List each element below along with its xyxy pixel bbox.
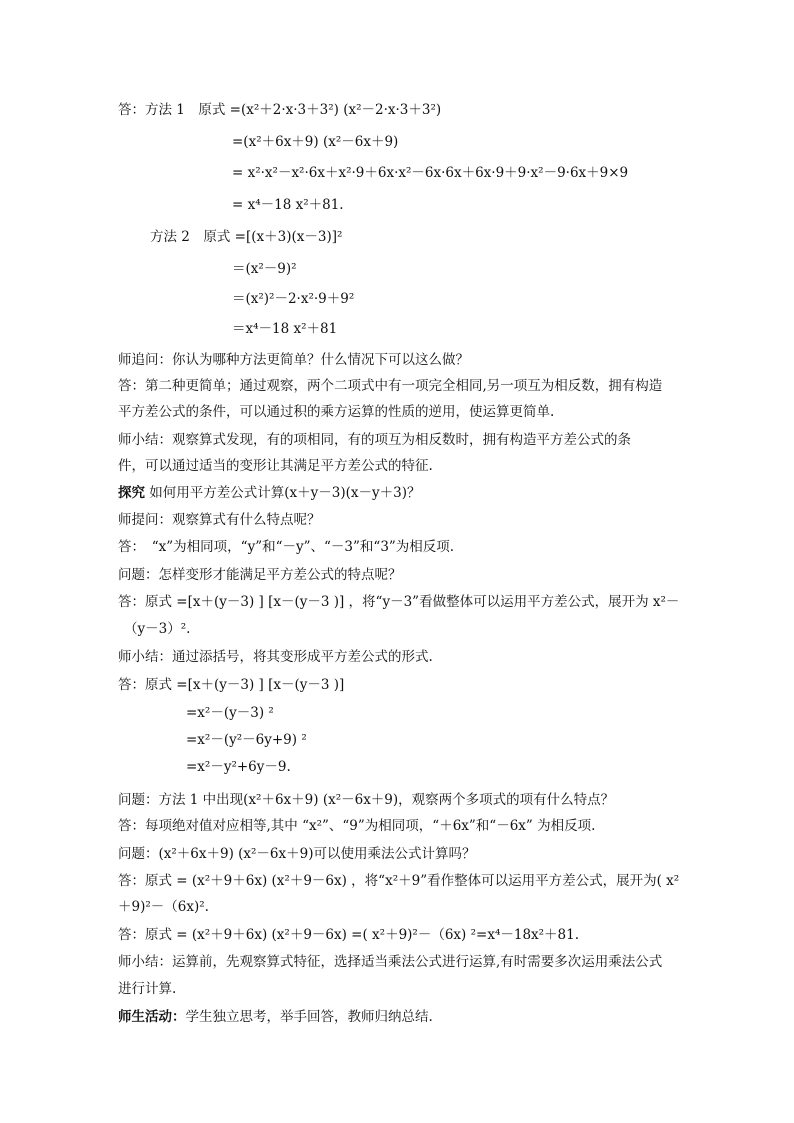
teacher-followup-question: 师追问：你认为哪种方法更简单？什么情况下可以这么做？ bbox=[118, 352, 469, 368]
method1-step-1: =(x²＋6x＋9) (x²－6x＋9) bbox=[232, 134, 399, 150]
method2-heading: 方法 2 原式 =[(x＋3)(x－3)]² bbox=[150, 229, 343, 245]
method1-step-3: = x⁴－18 x²＋81. bbox=[232, 197, 344, 213]
calc-heading: 答：原式 =[x＋(y－3) ] [x－(y－3 )] bbox=[118, 677, 345, 693]
question-formula: 问题：(x²＋6x＋9) (x²－6x＋9)可以使用乘法公式计算吗？ bbox=[118, 846, 476, 862]
answer-terms: 答：每项绝对值对应相等,其中 “x²”、“9”为相同项，“＋6x”和“－6x” 为相反项. bbox=[118, 818, 596, 834]
method1-heading: 答：方法 1 原式 =(x²＋2·x·3＋3²) (x²－2·x·3＋3²) bbox=[118, 102, 442, 118]
answer-line-1: 答：第二种更简单；通过观察，两个二项式中有一项完全相同,另一项互为相反数，拥有构造 bbox=[118, 378, 663, 394]
method2-step-3: ＝x⁴－18 x²＋81 bbox=[232, 321, 338, 337]
calc-step-3: =x²－y²+6y－9. bbox=[186, 759, 291, 775]
summary-bracketing: 师小结：通过添括号，将其变形成平方差公式的形式. bbox=[118, 649, 433, 665]
summary-1-line-2: 件，可以通过适当的变形让其满足平方差公式的特征. bbox=[118, 458, 433, 474]
question-transform: 问题：怎样变形才能满足平方差公式的特点呢？ bbox=[118, 567, 402, 583]
summary-1-line-1: 师小结：观察算式发现，有的项相同，有的项互为相反数时，拥有构造平方差公式的条 bbox=[118, 432, 631, 448]
answer-features: 答： “x”为相同项，“y”和“－y”、“－3”和“3”为相反项. bbox=[118, 539, 455, 555]
method2-step-2: ＝(x²)²－2·x²·9＋9² bbox=[232, 291, 355, 307]
explore-heading bbox=[118, 484, 421, 502]
activity-line bbox=[118, 1008, 433, 1026]
method1-step-2: = x²·x²－x²·6x＋x²·9＋6x·x²－6x·6x＋6x·9＋9·x²－9·6x＋9×9 bbox=[232, 165, 629, 181]
teacher-question: 师提问：观察算式有什么特点呢？ bbox=[118, 512, 321, 528]
activity-label: 师生活动： bbox=[118, 1009, 186, 1025]
answer-transform-line-1: 答：原式 =[x＋(y－3) ] [x－(y－3 )] ，将“y－3”看做整体可以运用平方差公式，展开为 x²－ bbox=[118, 594, 680, 610]
answer-full-calc: 答：原式 = (x²＋9＋6x) (x²＋9－6x) =( x²＋9)²－（6x) ²=x⁴－18x²＋81. bbox=[118, 927, 580, 943]
activity-text: 学生独立思考，举手回答，教师归纳总结. bbox=[185, 1009, 433, 1025]
answer-formula-line-2: ＋9)²－（6x)². bbox=[118, 899, 209, 915]
explore-text: 如何用平方差公式计算(x＋y－3)(x－y＋3)？ bbox=[145, 485, 421, 501]
method2-step-1: ＝(x²－9)² bbox=[232, 261, 297, 277]
answer-line-2: 平方差公式的条件，可以通过积的乘方运算的性质的逆用，使运算更简单. bbox=[118, 404, 555, 420]
explore-label: 探究 bbox=[118, 485, 145, 501]
calc-step-2: =x²－(y²－6y+9) ² bbox=[186, 732, 307, 748]
answer-formula-line-1: 答：原式 = (x²＋9＋6x) (x²＋9－6x) ，将“x²＋9”看作整体可以运用平方差公式，展开为( x² bbox=[118, 873, 680, 889]
question-method1-terms: 问题：方法 1 中出现(x²＋6x＋9) (x²－6x＋9)，观察两个多项式的项有什么特点？ bbox=[118, 792, 615, 808]
answer-transform-line-2: （y－3）². bbox=[124, 621, 191, 637]
calc-step-1: =x²－(y－3) ² bbox=[186, 705, 274, 721]
summary-2-line-2: 进行计算. bbox=[118, 981, 177, 997]
summary-2-line-1: 师小结：运算前，先观察算式特征，选择适当乘法公式进行运算,有时需要多次运用乘法公式 bbox=[118, 954, 663, 970]
